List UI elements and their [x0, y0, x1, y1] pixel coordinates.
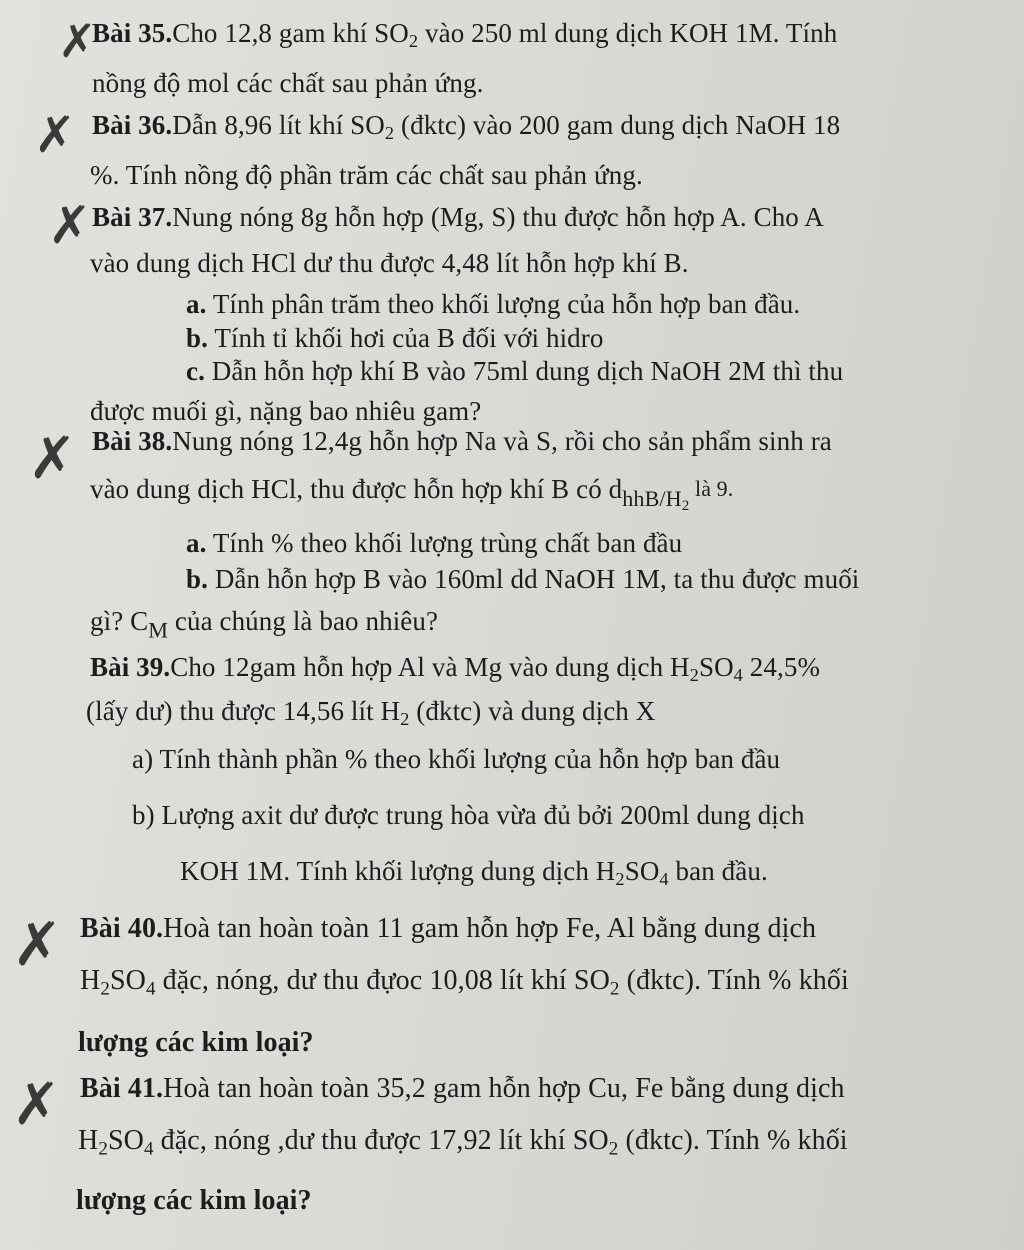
subscript: 4: [143, 1138, 154, 1160]
problem-39-line-1: [90, 650, 820, 684]
problem-41-line-3: [76, 1184, 312, 1218]
subscript: 2: [98, 1138, 108, 1160]
problem-36-text: Dẫn 8,96 lít khí SO: [172, 110, 385, 140]
check-mark-37: ✗: [48, 196, 92, 256]
check-mark-38: ✗: [28, 424, 77, 492]
problem-39-part-b-line-2: [180, 854, 768, 888]
problem-40-text: Hoà tan hoàn toàn 11 gam hỗn hợp Fe, Al bằng dung dịch: [163, 913, 817, 944]
part-label: a.: [186, 289, 207, 319]
problem-40-line-2: [80, 964, 849, 998]
subscript-text: hhB/H: [622, 485, 682, 511]
part-text: Dẫn hỗn hợp khí B vào 75ml dung dịch NaOH 2M thì thu: [204, 356, 844, 386]
subscript: 4: [733, 665, 743, 686]
problem-41-line-1: [80, 1072, 845, 1106]
problem-39-part-a: a) Tính thành phần % theo khối lượng của hỗn hợp ban đầu: [132, 744, 781, 774]
check-mark-40: ✗: [12, 910, 63, 980]
problem-35-text: vào 250 ml dung dịch KOH 1M. Tính: [418, 18, 838, 48]
problem-41-text: Hoà tan hoàn toàn 35,2 gam hỗn hợp Cu, Fe bằng dung dịch: [163, 1073, 845, 1104]
problem-38-text: là 9.: [689, 476, 734, 501]
problem-40-line-1: [80, 912, 816, 946]
problem-41-text: SO: [107, 1125, 144, 1156]
problem-40-text: đặc, nóng, dư thu đựoc 10,08 lít khí SO: [155, 965, 610, 996]
problem-39-text: 24,5%: [742, 652, 821, 682]
problem-35-text: Cho 12,8 gam khí SO: [172, 18, 409, 48]
subscript: 2: [408, 31, 419, 52]
problem-38-line-1: [92, 424, 832, 458]
problem-37-part-c-line-2: được muối gì, nặng bao nhiêu gam?: [90, 396, 482, 426]
subscript: 2: [609, 978, 620, 1000]
problem-41-text: đặc, nóng ,dư thu được 17,92 lít khí SO: [153, 1125, 609, 1156]
problem-35-line-2: nồng độ mol các chất sau phản ứng.: [92, 68, 484, 98]
problem-39-text: (lấy dư) thu được 14,56 lít H: [86, 696, 401, 726]
subscript: 4: [145, 978, 156, 1000]
subscript: 2: [608, 1138, 619, 1160]
problem-37-part-a: [186, 287, 800, 321]
part-text: Tính % theo khối lượng trùng chất ban đầu: [206, 528, 683, 558]
problem-37-line-1: [92, 200, 824, 234]
problem-41-line-2: [78, 1124, 848, 1158]
problem-36-line-1: [92, 108, 840, 142]
subscript: 2: [384, 123, 395, 144]
part-text: KOH 1M. Tính khối lượng dung dịch H: [180, 856, 616, 886]
subscript: 2: [681, 497, 690, 514]
subscript: M: [148, 617, 169, 643]
problem-40-text: lượng các kim loại?: [78, 1027, 314, 1058]
problem-39-line-2: [86, 694, 655, 728]
subscript: 2: [100, 978, 110, 1000]
check-mark-36: ✗: [34, 106, 76, 164]
subscript: 2: [615, 869, 625, 890]
problem-38-part-a: [186, 526, 682, 560]
part-label: b.: [186, 564, 208, 594]
part-text: Dẫn hỗn hợp B vào 160ml dd NaOH 1M, ta thu được muối: [207, 564, 860, 594]
problem-36-title: Bài 36.: [92, 110, 173, 140]
problem-40-text: H: [80, 965, 101, 996]
problem-35-line-1: [92, 16, 837, 50]
problem-38-part-b: [186, 562, 859, 596]
problem-39-text: (đktc) và dung dịch X: [409, 696, 656, 726]
problem-39-part-b: b) Lượng axit dư được trung hòa vừa đủ bởi 200ml dung dịch: [132, 800, 805, 830]
problem-39-text: Cho 12gam hỗn hợp Al và Mg vào dung dịch H: [170, 652, 690, 682]
problem-37-part-b: [186, 321, 603, 355]
problem-40-line-3: [78, 1026, 314, 1060]
part-text: của chúng là bao nhiêu?: [168, 606, 439, 636]
problem-40-title: Bài 40.: [80, 913, 164, 944]
problem-38-text: Nung nóng 12,4g hỗn hợp Na và S, rồi cho sản phẩm sinh ra: [172, 426, 832, 456]
part-text: Tính phân trăm theo khối lượng của hỗn hợp ban đầu.: [206, 289, 801, 319]
problem-40-text: SO: [109, 965, 146, 996]
subscript: 2: [689, 665, 699, 686]
part-text: SO: [624, 856, 660, 886]
problem-39-title: Bài 39.: [90, 652, 171, 682]
subscript: 2: [400, 709, 410, 730]
problem-37-title: Bài 37.: [92, 202, 173, 232]
check-mark-41: ✗: [12, 1070, 61, 1138]
part-label: c.: [186, 356, 205, 386]
problem-41-title: Bài 41.: [80, 1073, 164, 1104]
problem-37-line-2: vào dung dịch HCl dư thu được 4,48 lít hỗn hợp khí B.: [90, 248, 689, 278]
part-text: gì? C: [90, 606, 149, 636]
problem-41-text: lượng các kim loại?: [76, 1185, 312, 1216]
part-label: b.: [186, 323, 208, 353]
problem-35-title: Bài 35.: [92, 18, 173, 48]
problem-39-text: SO: [698, 652, 734, 682]
problem-41-text: (đktc). Tính % khối: [618, 1125, 848, 1156]
problem-36-text: (đktc) vào 200 gam dung dịch NaOH 18: [394, 110, 841, 140]
problem-38-title: Bài 38.: [92, 426, 173, 456]
check-mark-35: ✗: [58, 14, 97, 68]
problem-37-text: Nung nóng 8g hỗn hợp (Mg, S) thu được hỗn hợp A. Cho A: [172, 202, 824, 232]
part-text: ban đầu.: [668, 856, 768, 886]
subscript: 4: [659, 869, 669, 890]
part-label: a.: [186, 528, 207, 558]
problem-38-text: vào dung dịch HCl, thu được hỗn hợp khí B có d: [90, 474, 623, 504]
problem-38-part-b-line-2: [90, 604, 439, 643]
problem-38-line-2: [90, 472, 734, 514]
problem-36-line-2: %. Tính nồng độ phần trăm các chất sau phản ứng.: [90, 160, 643, 190]
part-text: Tính tỉ khối hơi của B đối với hidro: [207, 323, 604, 353]
subscript: [622, 485, 690, 514]
problem-41-text: H: [78, 1125, 99, 1156]
problem-40-text: (đktc). Tính % khối: [619, 965, 849, 996]
problem-37-part-c: [186, 354, 843, 388]
